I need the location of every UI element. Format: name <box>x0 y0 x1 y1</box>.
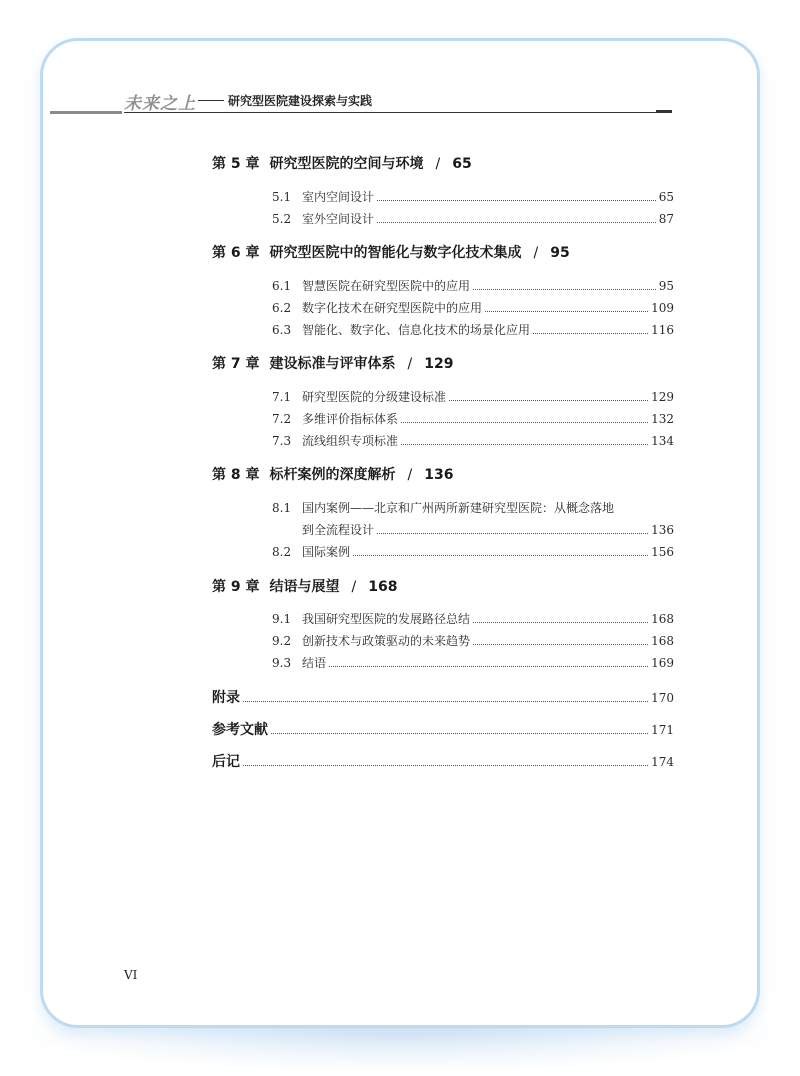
backmatter-title: 附录 <box>212 690 240 706</box>
toc-section-6-3[interactable] <box>272 321 674 339</box>
toc-afterword[interactable] <box>212 751 674 771</box>
toc-chapter-7[interactable]: 第 7 章 建设标准与评审体系 / 129 <box>212 356 454 372</box>
chapter-page: 168 <box>368 579 398 595</box>
section-page: 65 <box>658 190 674 204</box>
section-title: 多维评价指标体系 <box>302 412 399 426</box>
section-number: 7.3 <box>272 434 292 448</box>
section-number: 9.3 <box>272 656 292 670</box>
section-title: 国内案例——北京和广州两所新建研究型医院：从概念落地 <box>302 501 615 515</box>
chapter-title: 结语与展望 <box>269 579 340 595</box>
toc-section-7-2[interactable] <box>272 410 674 428</box>
leader-dots <box>243 700 648 702</box>
section-number: 8.2 <box>272 545 292 559</box>
toc-section-8-1[interactable] <box>272 499 614 516</box>
leader-dots <box>377 199 656 201</box>
backmatter-page: 174 <box>651 755 674 769</box>
toc-section-9-2[interactable] <box>272 632 674 650</box>
section-title: 国际案例 <box>302 545 351 559</box>
chapter-page: 136 <box>424 467 454 483</box>
toc-section-6-1[interactable] <box>272 277 674 295</box>
chapter-number: 第 9 章 <box>212 579 260 595</box>
section-page: 136 <box>651 523 674 537</box>
toc-appendix[interactable] <box>212 687 674 707</box>
chapter-page: 95 <box>550 245 570 261</box>
chapter-title: 研究型医院的空间与环境 <box>269 156 424 172</box>
section-page: 156 <box>651 545 674 559</box>
backmatter-page: 171 <box>651 723 674 737</box>
chapter-page: 129 <box>424 356 454 372</box>
series-title: 未来之上 <box>124 94 196 114</box>
section-title: 结语 <box>302 656 327 670</box>
chapter-title: 建设标准与评审体系 <box>269 356 396 372</box>
section-page: 168 <box>651 634 674 648</box>
section-title: 创新技术与政策驱动的未来趋势 <box>302 634 471 648</box>
section-number: 5.1 <box>272 190 292 204</box>
leader-dots <box>377 221 656 223</box>
leader-dots <box>473 288 656 290</box>
leader-dots <box>353 554 648 556</box>
section-title: 室内空间设计 <box>302 190 375 204</box>
section-number: 7.1 <box>272 390 292 404</box>
section-title: 智能化、数字化、信息化技术的场景化应用 <box>302 323 531 337</box>
leader-dots <box>449 399 648 401</box>
section-title: 智慧医院在研究型医院中的应用 <box>302 279 471 293</box>
section-page: 132 <box>651 412 674 426</box>
toc-section-8-1-cont[interactable] <box>302 521 674 539</box>
leader-dots <box>473 621 648 623</box>
leader-dots <box>401 421 648 423</box>
section-number: 5.2 <box>272 212 292 226</box>
leader-dots <box>485 310 648 312</box>
section-number: 8.1 <box>272 501 292 515</box>
book-subtitle: 研究型医院建设探索与实践 <box>228 94 373 108</box>
page-number: VI <box>124 968 138 982</box>
chapter-title: 研究型医院中的智能化与数字化技术集成 <box>269 245 522 261</box>
section-number: 6.1 <box>272 279 292 293</box>
section-number: 6.2 <box>272 301 292 315</box>
toc-section-9-3[interactable] <box>272 654 674 672</box>
leader-dots <box>271 732 648 734</box>
section-title: 研究型医院的分级建设标准 <box>302 390 447 404</box>
toc-chapter-9[interactable]: 第 9 章 结语与展望 / 168 <box>212 579 398 595</box>
leader-dots <box>473 643 648 645</box>
chapter-page: 65 <box>452 156 472 172</box>
chapter-title: 标杆案例的深度解析 <box>269 467 396 483</box>
chapter-number: 第 8 章 <box>212 467 260 483</box>
chapter-number: 第 7 章 <box>212 356 260 372</box>
backmatter-title: 后记 <box>212 754 240 770</box>
toc-section-5-2[interactable] <box>272 210 674 228</box>
toc-section-5-1[interactable] <box>272 188 674 206</box>
backmatter-title: 参考文献 <box>212 722 268 738</box>
leader-dots <box>377 532 648 534</box>
section-title: 我国研究型医院的发展路径总结 <box>302 612 471 626</box>
section-page: 134 <box>651 434 674 448</box>
section-number: 9.1 <box>272 612 292 626</box>
section-page: 129 <box>651 390 674 404</box>
leader-dots <box>243 764 648 766</box>
section-page: 87 <box>658 212 674 226</box>
toc-section-7-3[interactable] <box>272 432 674 450</box>
section-page: 109 <box>651 301 674 315</box>
section-page: 95 <box>658 279 674 293</box>
section-page: 169 <box>651 656 674 670</box>
section-title: 流线组织专项标准 <box>302 434 399 448</box>
toc-chapter-8[interactable]: 第 8 章 标杆案例的深度解析 / 136 <box>212 467 454 483</box>
toc-chapter-6[interactable]: 第 6 章 研究型医院中的智能化与数字化技术集成 / 95 <box>212 245 570 261</box>
section-title: 数字化技术在研究型医院中的应用 <box>302 301 483 315</box>
toc-section-9-1[interactable] <box>272 610 674 628</box>
section-title-continued: 到全流程设计 <box>302 523 375 537</box>
chapter-number: 第 5 章 <box>212 156 260 172</box>
section-number: 7.2 <box>272 412 292 426</box>
section-page: 116 <box>651 323 674 337</box>
section-page: 168 <box>651 612 674 626</box>
leader-dots <box>401 443 648 445</box>
section-title: 室外空间设计 <box>302 212 375 226</box>
backmatter-page: 170 <box>651 691 674 705</box>
chapter-number: 第 6 章 <box>212 245 260 261</box>
leader-dots <box>329 665 648 667</box>
toc-chapter-5[interactable]: 第 5 章 研究型医院的空间与环境 / 65 <box>212 156 472 172</box>
toc-section-7-1[interactable] <box>272 388 674 406</box>
section-number: 6.3 <box>272 323 292 337</box>
toc-section-8-2[interactable] <box>272 543 674 561</box>
leader-dots <box>533 332 648 334</box>
toc-references[interactable] <box>212 719 674 739</box>
section-number: 9.2 <box>272 634 292 648</box>
toc-section-6-2[interactable] <box>272 299 674 317</box>
